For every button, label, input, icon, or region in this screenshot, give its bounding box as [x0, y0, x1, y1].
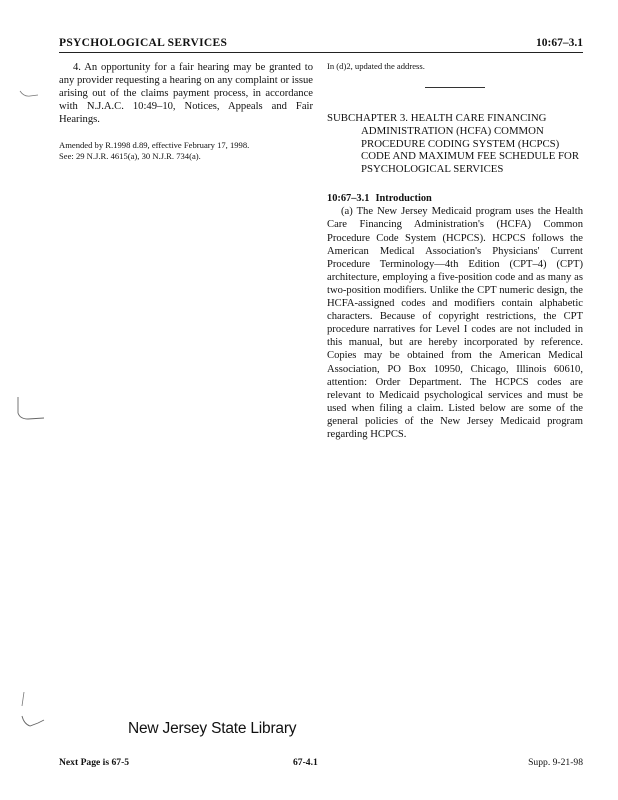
section-heading: [327, 193, 583, 204]
update-note: In (d)2, updated the address.: [327, 61, 425, 71]
subchapter-title: SUBCHAPTER 3. HEALTH CARE FINANCING ADMINISTRATION (HCFA) COMMON PROCEDURE CODING SYSTEM (HCPCS) CODE AND MAXIMUM FEE SCHEDULE FOR PSYCHOLOGICAL SERVICES: [327, 112, 580, 175]
page-number: 67-4.1: [293, 757, 318, 768]
margin-mark-icon: [14, 395, 48, 425]
header-rule: [59, 52, 583, 53]
header-section-number: 10:67–3.1: [536, 37, 583, 49]
next-page-note: Next Page is 67-5: [59, 757, 130, 768]
library-stamp: New Jersey State Library: [128, 720, 297, 737]
see-line: See: 29 N.J.R. 4615(a), 30 N.J.R. 734(a).: [59, 150, 201, 161]
margin-mark-icon: [18, 88, 40, 102]
section-title: Introduction: [375, 193, 432, 205]
section-divider: [425, 87, 485, 88]
paragraph-4: 4. An opportunity for a fair hearing may be granted to any provider requesting a hearing on any complaint or issue arising out of the claims payment process, in accordance with N.J.A.C. 10:49–10, Notices, Appeals and Fair Hearings.: [59, 62, 313, 126]
right-column: [327, 61, 583, 441]
section-body: (a) The New Jersey Medicaid program uses the Health Care Financing Administration's (HCFA) Common Procedure Code System (HCPCS). HCPCS follows the American Medical Association's Physicians' Current Procedure Terminology—4th Edition (CPT–4) (CPT) architecture, employing a five-position code and as many as two-position modifiers. Unlike the CPT numeric design, the HCFA-assigned codes and modifiers contain alphabetic characters. Because of copyright restrictions, the CPT procedure narratives for Level I codes are not included in this manual, but are hereby incorporated by reference. Copies may be obtained from the American Medical Association, PO Box 10950, Chicago, Illinois 60610, attention: Order Department. The HCPCS codes are relevant to Medicaid psychological services and must be used when filing a claim. Listed below are some of the general policies of the New Jersey Medicaid program regarding HCPCS.: [327, 206, 583, 440]
supplement-date: Supp. 9-21-98: [528, 757, 583, 768]
section-number: 10:67–3.1: [327, 193, 370, 205]
left-column: [59, 61, 313, 161]
running-title: PSYCHOLOGICAL SERVICES: [59, 37, 228, 49]
margin-mark-icon: [18, 690, 52, 734]
amended-line: Amended by R.1998 d.89, effective February 17, 1998.: [59, 140, 250, 151]
